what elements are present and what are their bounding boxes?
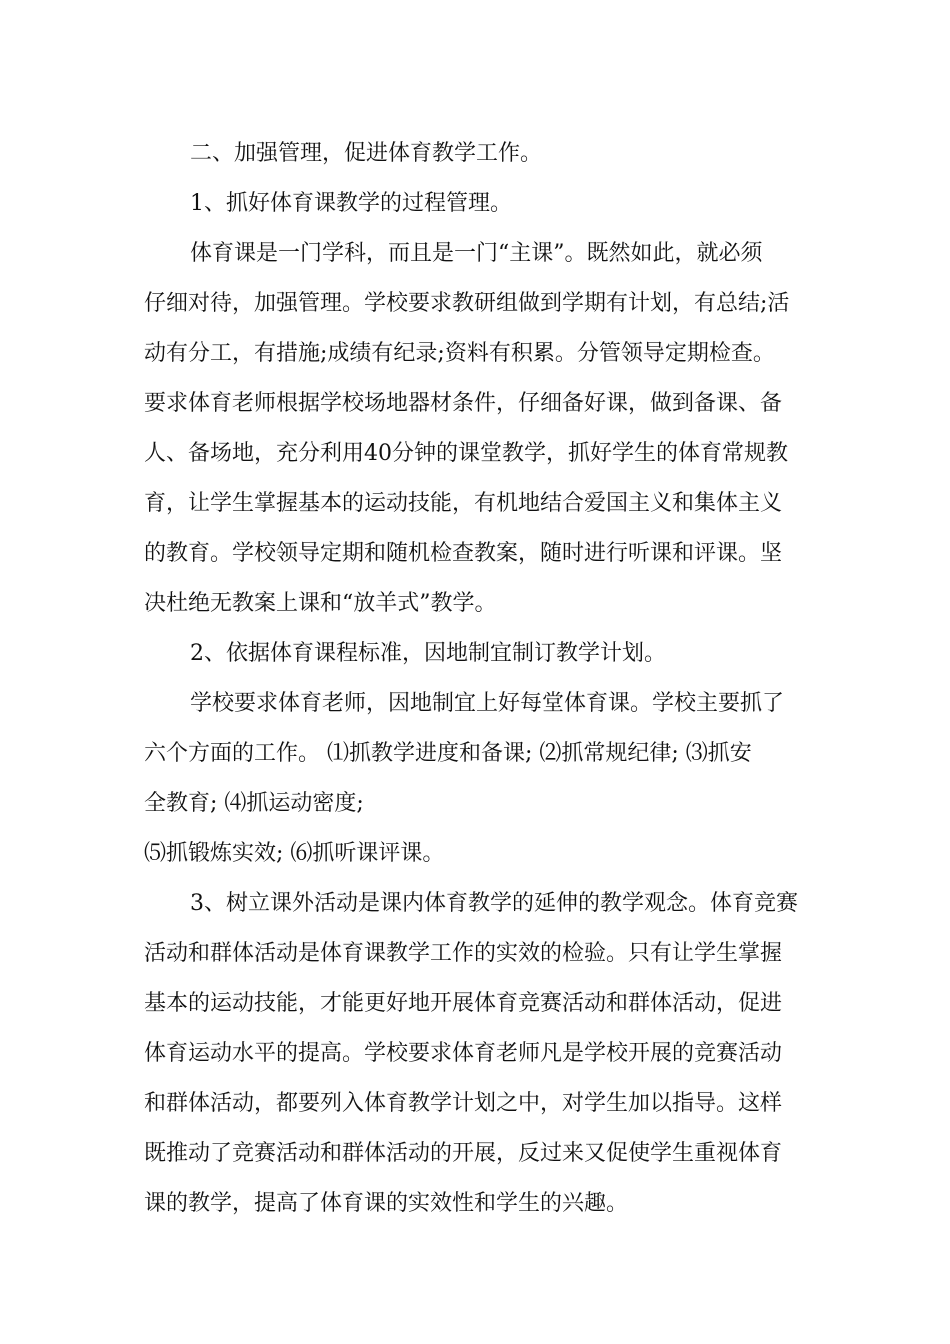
paragraph-2-line-4: ⑸抓锻炼实效; ⑹抓听课评课。 xyxy=(144,841,445,866)
paragraph-1-line-2: 仔细对待，加强管理。学校要求教研组做到学期有计划，有总结;活 xyxy=(144,291,790,316)
paragraph-1-line-3: 动有分工，有措施;成绩有纪录;资料有积累。分管领导定期检查。 xyxy=(144,341,775,366)
paragraph-3-line-3: 基本的运动技能，才能更好地开展体育竞赛活动和群体活动，促进 xyxy=(144,991,783,1016)
paragraph-3-line-5: 和群体活动，都要列入体育教学计划之中，对学生加以指导。这样 xyxy=(144,1091,783,1116)
paragraph-1-line-5: 人、备场地，充分利用40分钟的课堂教学，抓好学生的体育常规教 xyxy=(144,441,788,466)
paragraph-3-line-4: 体育运动水平的提高。学校要求体育老师凡是学校开展的竞赛活动 xyxy=(144,1041,783,1066)
paragraph-3-line-7: 课的教学，提高了体育课的实效性和学生的兴趣。 xyxy=(144,1191,629,1216)
paragraph-2-line-1: 学校要求体育老师，因地制宜上好每堂体育课。学校主要抓了 xyxy=(190,691,785,716)
paragraph-3-line-2: 活动和群体活动是体育课教学工作的实效的检验。只有让学生掌握 xyxy=(144,941,783,966)
paragraph-1-line-1: 体育课是一门学科，而且是一门“主课”。既然如此，就必须 xyxy=(190,241,763,266)
paragraph-1-line-8: 决杜绝无教案上课和“放羊式”教学。 xyxy=(144,591,497,616)
paragraph-2-line-3: 全教育; ⑷抓运动密度; xyxy=(144,791,364,816)
paragraph-1-line-4: 要求体育老师根据学校场地器材条件，仔细备好课，做到备课、备 xyxy=(144,391,783,416)
paragraph-1-line-6: 育，让学生掌握基本的运动技能，有机地结合爱国主义和集体主义 xyxy=(144,491,783,516)
section-heading: 二、加强管理，促进体育教学工作。 xyxy=(190,141,543,166)
subheading-2: 2、依据体育课程标准，因地制宜制订教学计划。 xyxy=(190,641,666,666)
paragraph-2-line-2: 六个方面的工作。 ⑴抓教学进度和备课; ⑵抓常规纪律; ⑶抓安 xyxy=(144,741,752,766)
paragraph-3-line-6: 既推动了竞赛活动和群体活动的开展，反过来又促使学生重视体育 xyxy=(144,1141,783,1166)
paragraph-3-line-1: 3、树立课外活动是课内体育教学的延伸的教学观念。体育竞赛 xyxy=(190,891,798,916)
paragraph-1-line-7: 的教育。学校领导定期和随机检查教案，随时进行听课和评课。坚 xyxy=(144,541,783,566)
subheading-1: 1、抓好体育课教学的过程管理。 xyxy=(190,191,512,216)
